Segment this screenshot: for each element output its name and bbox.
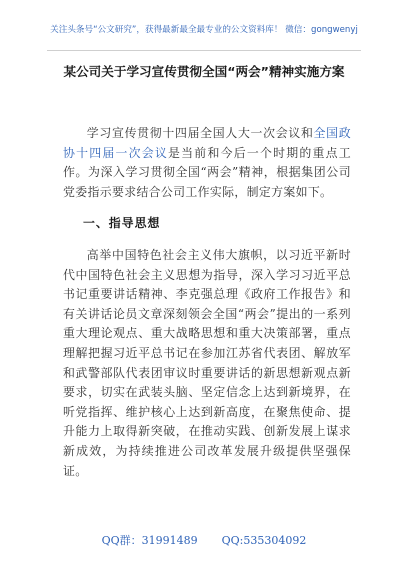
guiding-ideology-paragraph: 高举中国特色社会主义伟大旗帜，以习近平新时代中国特色社会主义思想为指导，深入学习习近平总书记重要讲话精神、李克强总理《政府工作报告》和有关讲话论员文章深刻领会全国“两会”提出的一系列重大理论观点、重大战略思想和重大决策部署，重点理解把握习近平总书记在参加江苏省代表团、解放军和武警部队代表团审议时重要讲话的新思想新观点新要求，切实在武装头脑、坚定信念上达到新境界，在听党指挥、维护核心上达到新高度，在聚焦使命、提升能力上取得新突破，在推动实践、创新发展上谋求新成效，为持续推进公司改革发展升级提供坚强保证。	[63, 248, 351, 478]
footer-qq-number: QQ:535304092	[221, 534, 307, 547]
intro-paragraph	[63, 124, 351, 202]
intro-text-part1: 学习宣传贯彻十四届全国人大一次会议和	[86, 126, 314, 140]
document-title: 某公司关于学习宣传贯彻全国“两会”精神实施方案	[63, 64, 345, 79]
intro-highlight-text: 全国政协十四届一次会议	[63, 126, 351, 160]
header-divider	[47, 50, 361, 51]
footer-qq-group: QQ群：31991489	[101, 534, 198, 547]
intro-text-part2: 是当前和今后一个时期的重点工作。为深入学习贯彻全国“两会”精神，根据集团公司党委指示要求结合公司工作实际，制定方案如下。	[63, 145, 351, 199]
footer-contact	[0, 534, 408, 548]
section-heading-guiding-ideology: 一、指导思想	[83, 216, 161, 230]
header-notice: 关注头条号“公文研究”，获得最新最全最专业的公文资料库！ 微信：gongwenyj	[50, 25, 358, 35]
